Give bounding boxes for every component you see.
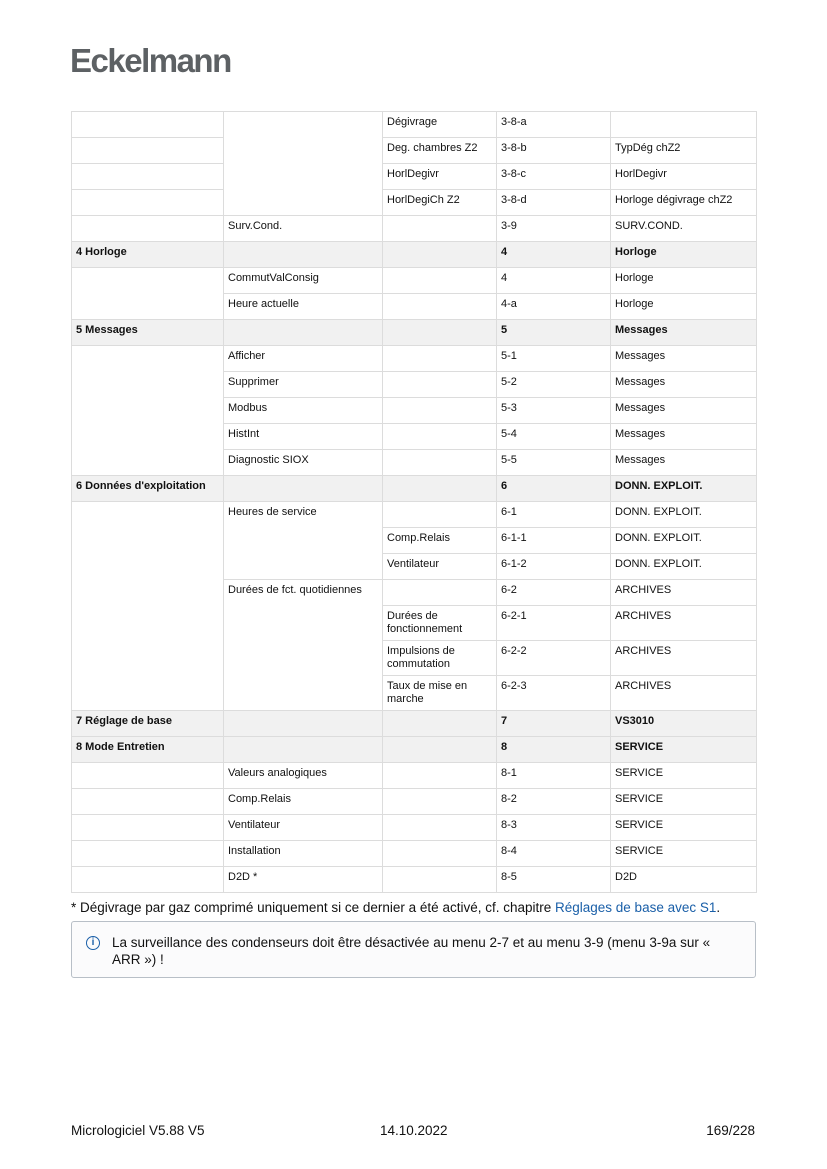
table-cell <box>383 398 497 424</box>
table-cell: DONN. EXPLOIT. <box>611 528 757 554</box>
table-cell: Comp.Relais <box>383 528 497 554</box>
table-section-header-row <box>72 242 757 268</box>
table-row <box>72 112 757 138</box>
table-cell <box>383 320 497 346</box>
table-cell <box>383 763 497 789</box>
table-cell: Horloge <box>611 242 757 268</box>
table-cell: Messages <box>611 450 757 476</box>
table-cell: 5-2 <box>497 372 611 398</box>
table-cell <box>383 815 497 841</box>
table-cell <box>72 502 224 711</box>
table-cell <box>611 112 757 138</box>
table-cell: SURV.COND. <box>611 216 757 242</box>
table-cell: Heure actuelle <box>224 294 383 320</box>
table-cell: Installation <box>224 841 383 867</box>
table-cell <box>72 841 224 867</box>
table-cell <box>383 789 497 815</box>
footnote-end: . <box>716 900 721 915</box>
table-cell <box>383 867 497 893</box>
menu-table <box>71 111 757 893</box>
table-cell <box>383 711 497 737</box>
table-cell <box>72 815 224 841</box>
table-cell <box>72 789 224 815</box>
table-cell: 8 <box>497 737 611 763</box>
table-section-header-row <box>72 320 757 346</box>
table-cell: 6-1-1 <box>497 528 611 554</box>
table-row <box>72 216 757 242</box>
table-cell <box>72 138 224 164</box>
table-cell <box>72 190 224 216</box>
table-cell: Surv.Cond. <box>224 216 383 242</box>
table-row <box>72 841 757 867</box>
table-cell: 6-2-1 <box>497 606 611 641</box>
info-box <box>71 921 756 978</box>
table-cell: Ventilateur <box>224 815 383 841</box>
table-cell: Deg. chambres Z2 <box>383 138 497 164</box>
table-cell: 6-1 <box>497 502 611 528</box>
footnote <box>71 900 720 915</box>
table-cell: Durées de fct. quotidiennes <box>224 580 383 711</box>
table-cell <box>383 268 497 294</box>
table-cell: 6 <box>497 476 611 502</box>
table-row <box>72 763 757 789</box>
footnote-link[interactable]: Réglages de base avec S1 <box>555 900 717 915</box>
table-cell: Valeurs analogiques <box>224 763 383 789</box>
table-cell <box>72 346 224 476</box>
table-cell: SERVICE <box>611 737 757 763</box>
table-section-header-row <box>72 711 757 737</box>
table-cell <box>383 450 497 476</box>
table-cell: HorlDegivr <box>611 164 757 190</box>
table-cell: 4 <box>497 268 611 294</box>
table-cell: D2D <box>611 867 757 893</box>
table-cell <box>383 216 497 242</box>
table-cell: 8-5 <box>497 867 611 893</box>
table-cell: Impulsions de commutation <box>383 641 497 676</box>
table-cell: Horloge <box>611 268 757 294</box>
table-cell: D2D * <box>224 867 383 893</box>
table-cell: 5-1 <box>497 346 611 372</box>
table-cell: 5-5 <box>497 450 611 476</box>
table-cell: ARCHIVES <box>611 676 757 711</box>
table-cell <box>383 580 497 606</box>
table-cell <box>383 476 497 502</box>
table-cell: 3-8-c <box>497 164 611 190</box>
table-cell: Messages <box>611 372 757 398</box>
footer-product: Micrologiciel V5.88 V5 <box>71 1123 205 1138</box>
table-cell: SERVICE <box>611 841 757 867</box>
table-row <box>72 789 757 815</box>
table-row <box>72 867 757 893</box>
table-cell: Heures de service <box>224 502 383 580</box>
table-cell: SERVICE <box>611 789 757 815</box>
table-row <box>72 268 757 294</box>
table-cell: Messages <box>611 424 757 450</box>
table-cell: Comp.Relais <box>224 789 383 815</box>
table-cell: TypDég chZ2 <box>611 138 757 164</box>
table-cell <box>72 268 224 320</box>
table-cell <box>224 320 383 346</box>
eckelmann-logo: Eckelmann <box>70 42 231 79</box>
table-cell: Dégivrage <box>383 112 497 138</box>
table-cell <box>72 216 224 242</box>
info-text: La surveillance des condenseurs doit être désactivée au menu 2-7 et au menu 3-9 (menu 3-9a sur « ARR ») ! <box>112 935 711 967</box>
table-cell: 6 Données d'exploitation <box>72 476 224 502</box>
table-cell: VS3010 <box>611 711 757 737</box>
table-cell: CommutValConsig <box>224 268 383 294</box>
table-cell: Horloge <box>611 294 757 320</box>
table-cell: Ventilateur <box>383 554 497 580</box>
table-cell: Supprimer <box>224 372 383 398</box>
table-row <box>72 502 757 528</box>
table-cell <box>72 164 224 190</box>
table-cell <box>224 112 383 216</box>
table-cell: 6-2 <box>497 580 611 606</box>
table-cell: 5 <box>497 320 611 346</box>
table-section-header-row <box>72 476 757 502</box>
table-cell <box>383 242 497 268</box>
table-cell: 6-2-3 <box>497 676 611 711</box>
table-row <box>72 346 757 372</box>
table-cell: DONN. EXPLOIT. <box>611 554 757 580</box>
table-cell: Horloge dégivrage chZ2 <box>611 190 757 216</box>
table-cell: 4 <box>497 242 611 268</box>
table-cell: 8-3 <box>497 815 611 841</box>
table-cell: ARCHIVES <box>611 641 757 676</box>
table-cell: Modbus <box>224 398 383 424</box>
table-row <box>72 138 757 164</box>
table-cell <box>72 112 224 138</box>
table-cell: 3-9 <box>497 216 611 242</box>
table-cell: Messages <box>611 398 757 424</box>
table-cell: Afficher <box>224 346 383 372</box>
table-cell: 8-4 <box>497 841 611 867</box>
table-cell <box>72 763 224 789</box>
table-cell: Diagnostic SIOX <box>224 450 383 476</box>
table-section-header-row <box>72 737 757 763</box>
table-cell: 4 Horloge <box>72 242 224 268</box>
table-cell: HorlDegivr <box>383 164 497 190</box>
table-cell <box>72 867 224 893</box>
table-cell: SERVICE <box>611 815 757 841</box>
table-cell: HorlDegiCh Z2 <box>383 190 497 216</box>
table-cell: Taux de mise en marche <box>383 676 497 711</box>
table-cell <box>224 737 383 763</box>
table-cell: DONN. EXPLOIT. <box>611 476 757 502</box>
table-cell: 6-1-2 <box>497 554 611 580</box>
table-cell: 3-8-b <box>497 138 611 164</box>
table-cell: 5 Messages <box>72 320 224 346</box>
table-row <box>72 190 757 216</box>
table-cell: 7 Réglage de base <box>72 711 224 737</box>
table-cell <box>383 737 497 763</box>
table-cell: 6-2-2 <box>497 641 611 676</box>
table-cell: Durées de fonctionnement <box>383 606 497 641</box>
table-cell <box>224 242 383 268</box>
table-cell: 5-4 <box>497 424 611 450</box>
table-cell: HistInt <box>224 424 383 450</box>
table-cell <box>224 711 383 737</box>
footnote-text: * Dégivrage par gaz comprimé uniquement si ce dernier a été activé, cf. chapitre <box>71 900 555 915</box>
table-cell: Messages <box>611 346 757 372</box>
footer-date: 14.10.2022 <box>380 1123 448 1138</box>
table-row <box>72 815 757 841</box>
table-cell: 3-8-a <box>497 112 611 138</box>
table-cell <box>383 502 497 528</box>
table-cell: ARCHIVES <box>611 580 757 606</box>
table-cell: 8-2 <box>497 789 611 815</box>
table-cell: 4-a <box>497 294 611 320</box>
table-cell: 8 Mode Entretien <box>72 737 224 763</box>
table-cell <box>383 841 497 867</box>
table-cell: DONN. EXPLOIT. <box>611 502 757 528</box>
table-cell <box>383 294 497 320</box>
info-icon: i <box>86 936 100 950</box>
table-cell: 3-8-d <box>497 190 611 216</box>
table-cell: 7 <box>497 711 611 737</box>
table-cell <box>383 424 497 450</box>
table-cell: Messages <box>611 320 757 346</box>
table-cell <box>383 346 497 372</box>
table-cell: SERVICE <box>611 763 757 789</box>
table-cell: ARCHIVES <box>611 606 757 641</box>
table-cell: 8-1 <box>497 763 611 789</box>
table-row <box>72 164 757 190</box>
table-cell <box>383 372 497 398</box>
footer-page-number: 169/228 <box>706 1123 755 1138</box>
table-cell: 5-3 <box>497 398 611 424</box>
table-cell <box>224 476 383 502</box>
